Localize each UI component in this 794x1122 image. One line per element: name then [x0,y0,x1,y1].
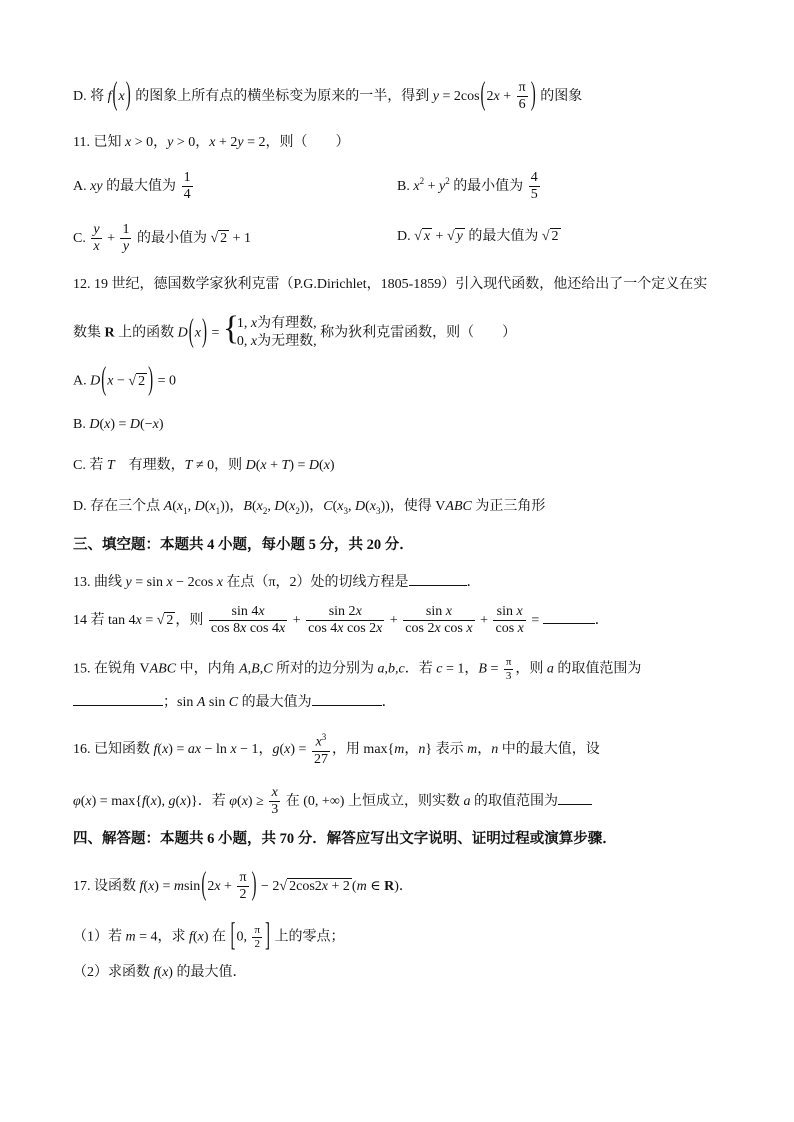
q12-option-b: B. D(x) = D(−x) [73,417,164,432]
q11-option-a: A. xy 的最大值为 $\frac{1}{4}$ [73,170,191,203]
q16-line-1: 16. 已知函数 f(x) = ax − ln x − 1，g(x) = $\frac{x^3}{27}$ ，用 max{m，n} 表示 m，n 中的最大值，设 [73,732,600,767]
section-3-heading: 三、填空题：本题共 4 小题，每小题 5 分，共 20 分． [73,537,414,553]
q17-part-1: （1）若 m = 4，求 f(x) 在 [0, $\frac{\pi}{2}$ ] 上的零点； [73,918,345,954]
q15-line-1: 15. 在锐角 VABC 中，内角 A,B,C 所对的边分别为 a,b,c．若 c = 1，B = $\frac{\pi}{3}$ ，则 a 的取值范围为 [73,656,642,682]
q11-option-b: B. $x^2 + y^2$ 的最小值为 $\frac{4}{5}$ [397,170,538,203]
q10-option-d: D. 将 f(x) 的图象上所有点的横坐标变为原来的一半，得到 y = 2cos(2x + $\frac{\pi}{6}$ ) 的图象 [73,77,583,114]
q11-option-c: C. $\frac{y}{x}$ + $\frac{1}{y}$ 的最小值为 √ 2 + 1 [73,222,252,255]
section-4-heading: 四、解答题：本题共 6 小题，共 70 分．解答应写出文字说明、证明过程或演算步骤． [73,831,617,847]
q17-stem: 17. 设函数 f(x) = msin(2x + $\frac{\pi}{2}$ ) − 2√ 2cos2x + 2 (m ∈ R)． [73,867,413,904]
q12-option-d: D. 存在三个点 $A(x_1$, $D(x_1)$)，$B(x_2$, $D(x_2)$)，$C(x_3$, $D(x_3)$)，使得 VABC 为正三角形 [73,499,546,516]
q16-line-2: φ(x) = max{f(x), g(x)}．若 φ(x) ≥ $\frac{x}{3}$ 在 (0, +∞) 上恒成立，则实数 a 的取值范围为 [73,785,592,818]
q12-stem-1: 12. 19 世纪，德国数学家狄利克雷（P.G.Dirichlet，1805-1859）引入现代函数，他还给出了一个定义在实 [73,277,708,292]
q12-stem-2: 数集 R 上的函数 D(x) = { 1, x为有理数, 0, x为无理数, 称为狄利克雷函数，则（ ） [73,310,517,350]
q11-stem: 11. 已知 x > 0，y > 0，x + 2y = 2，则（ ） [73,135,350,150]
q11-option-d: D. √ x + √ y 的最大值为 √ 2 [397,229,559,244]
q15-line-2: ；sin A sin C 的最大值为 ． [73,696,396,710]
q12-option-c: C. 若 T 有理数，T ≠ 0，则 D(x + T) = D(x) [73,458,335,473]
q14: 14 若 tan 4x = √ 2 ，则 $\frac{\sin 4x}{\text{cos 8x cos 4x}}$ + $\frac{\sin 2x}{\text{cos 4x cos 2x}}$ + $\frac{\text{sin x}}{\text{cos 2x cos x}}$ + $\frac{\text{sin x}}{\text{cos x}}$ = ． [73,604,609,637]
q17-part-2: （2）求函数 f(x) 的最大值． [73,965,247,980]
q12-option-a: A. D(x − √ 2 ) = 0 [73,362,176,398]
q13: 13. 曲线 y = sin x − 2cos x 在点（π，2）处的切线方程是 ． [73,575,481,590]
